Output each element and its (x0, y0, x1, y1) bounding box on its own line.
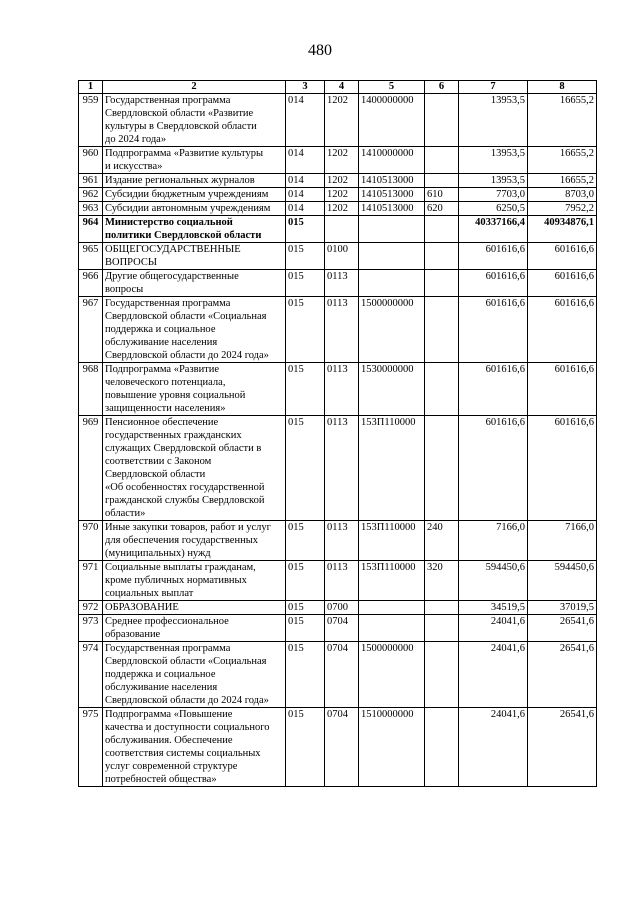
amount-year-1: 7166,0 (459, 521, 528, 561)
row-number: 965 (79, 243, 103, 270)
table-row (79, 202, 597, 216)
table-row (79, 363, 597, 416)
table-row (79, 174, 597, 188)
target-code: 1410513000 (359, 188, 425, 202)
row-name-line: поддержка и социальное (105, 669, 216, 680)
row-name-line: социальных выплат (105, 588, 194, 599)
row-name (103, 297, 286, 363)
amount-year-1: 601616,6 (459, 243, 528, 270)
row-name-line: Свердловской области до 2024 года» (105, 350, 269, 361)
amount-year-1: 13953,5 (459, 147, 528, 174)
admin-code: 014 (286, 94, 325, 147)
amount-year-2: 8703,0 (528, 188, 597, 202)
section-code: 1202 (325, 94, 359, 147)
column-header: 2 (103, 81, 286, 94)
expense-type-code (425, 708, 459, 787)
row-name (103, 243, 286, 270)
amount-year-1: 594450,6 (459, 561, 528, 601)
row-name-line: Другие общегосударственные (105, 271, 239, 282)
amount-year-1: 601616,6 (459, 297, 528, 363)
target-code (359, 216, 425, 243)
expense-type-code (425, 363, 459, 416)
amount-year-1: 13953,5 (459, 174, 528, 188)
row-name-line: ВОПРОСЫ (105, 257, 158, 268)
amount-year-2: 16655,2 (528, 147, 597, 174)
amount-year-2: 601616,6 (528, 297, 597, 363)
row-name-line: образование (105, 629, 161, 640)
row-name-line: Пенсионное обеспечение (105, 417, 219, 428)
expense-type-code: 610 (425, 188, 459, 202)
amount-year-2: 601616,6 (528, 243, 597, 270)
amount-year-2: 26541,6 (528, 708, 597, 787)
row-name-line: услуг современной структуре (105, 761, 238, 772)
expense-type-code (425, 416, 459, 521)
target-code: 1530000000 (359, 363, 425, 416)
admin-code: 014 (286, 147, 325, 174)
admin-code: 015 (286, 708, 325, 787)
amount-year-1: 601616,6 (459, 416, 528, 521)
amount-year-1: 7703,0 (459, 188, 528, 202)
table-row (79, 708, 597, 787)
section-code: 0704 (325, 615, 359, 642)
amount-year-1: 6250,5 (459, 202, 528, 216)
row-number: 975 (79, 708, 103, 787)
row-name-line: человеческого потенциала, (105, 377, 226, 388)
admin-code: 015 (286, 615, 325, 642)
expense-type-code: 320 (425, 561, 459, 601)
amount-year-1: 24041,6 (459, 615, 528, 642)
target-code: 153П110000 (359, 416, 425, 521)
expense-type-code (425, 243, 459, 270)
table-row (79, 521, 597, 561)
row-name-line: до 2024 года» (105, 134, 167, 145)
amount-year-2: 16655,2 (528, 174, 597, 188)
row-name-line: и искусства» (105, 161, 163, 172)
row-name-line: Министерство социальной (105, 217, 233, 228)
expense-type-code (425, 297, 459, 363)
column-header: 4 (325, 81, 359, 94)
expense-type-code (425, 642, 459, 708)
row-name-line: (муниципальных) нужд (105, 548, 211, 559)
row-number: 968 (79, 363, 103, 416)
admin-code: 015 (286, 243, 325, 270)
row-name (103, 94, 286, 147)
target-code: 1410513000 (359, 174, 425, 188)
target-code: 1500000000 (359, 297, 425, 363)
budget-table (78, 80, 597, 787)
column-header: 8 (528, 81, 597, 94)
row-number: 967 (79, 297, 103, 363)
row-name (103, 642, 286, 708)
row-name (103, 174, 286, 188)
admin-code: 015 (286, 297, 325, 363)
section-code: 0113 (325, 416, 359, 521)
table-row (79, 243, 597, 270)
row-name (103, 147, 286, 174)
row-number: 974 (79, 642, 103, 708)
row-name-line: Подпрограмма «Повышение (105, 709, 233, 720)
target-code: 1410513000 (359, 202, 425, 216)
target-code (359, 601, 425, 615)
amount-year-2: 601616,6 (528, 270, 597, 297)
table-row (79, 188, 597, 202)
amount-year-2: 40934876,1 (528, 216, 597, 243)
table-row (79, 94, 597, 147)
row-number: 969 (79, 416, 103, 521)
target-code (359, 243, 425, 270)
amount-year-2: 26541,6 (528, 615, 597, 642)
column-header: 1 (79, 81, 103, 94)
row-name-line: соответствии с Законом (105, 456, 212, 467)
row-name-line: Свердловской области (105, 469, 206, 480)
section-code: 0113 (325, 561, 359, 601)
row-number: 971 (79, 561, 103, 601)
expense-type-code (425, 147, 459, 174)
table-row (79, 601, 597, 615)
admin-code: 015 (286, 416, 325, 521)
row-name-line: Среднее профессиональное (105, 616, 229, 627)
row-name-line: Свердловской области «Социальная (105, 656, 267, 667)
amount-year-1: 40337166,4 (459, 216, 528, 243)
section-code: 0113 (325, 363, 359, 416)
amount-year-1: 24041,6 (459, 708, 528, 787)
row-name-line: Государственная программа (105, 298, 231, 309)
row-name-line: потребностей общества» (105, 774, 217, 785)
admin-code: 015 (286, 642, 325, 708)
column-header: 6 (425, 81, 459, 94)
row-name-line: Субсидии автономным учреждениям (105, 203, 271, 214)
row-name (103, 216, 286, 243)
row-name-line: Подпрограмма «Развитие (105, 364, 220, 375)
section-code: 1202 (325, 202, 359, 216)
row-name-line: Субсидии бюджетным учреждениям (105, 189, 269, 200)
target-code: 153П110000 (359, 521, 425, 561)
row-name-line: политики Свердловской области (105, 230, 262, 241)
table-row (79, 297, 597, 363)
row-name (103, 188, 286, 202)
row-number: 963 (79, 202, 103, 216)
section-code: 0704 (325, 642, 359, 708)
expense-type-code (425, 615, 459, 642)
row-name-line: Государственная программа (105, 95, 231, 106)
section-code: 0704 (325, 708, 359, 787)
amount-year-1: 13953,5 (459, 94, 528, 147)
table-body (79, 94, 597, 787)
table-row (79, 642, 597, 708)
section-code: 1202 (325, 147, 359, 174)
row-name-line: ОБРАЗОВАНИЕ (105, 602, 179, 613)
section-code: 0113 (325, 270, 359, 297)
expense-type-code (425, 174, 459, 188)
admin-code: 014 (286, 174, 325, 188)
row-name-line: культуры в Свердловской области (105, 121, 257, 132)
row-name-line: защищенности населения» (105, 403, 226, 414)
row-name-line: обслуживания. Обеспечение (105, 735, 233, 746)
section-code: 0113 (325, 521, 359, 561)
expense-type-code (425, 216, 459, 243)
row-name (103, 270, 286, 297)
row-name-line: обслуживание населения (105, 337, 218, 348)
column-header: 5 (359, 81, 425, 94)
row-name-line: Государственная программа (105, 643, 231, 654)
table-row (79, 615, 597, 642)
row-name-line: государственных гражданских (105, 430, 242, 441)
table-row (79, 216, 597, 243)
table-header-row (79, 81, 597, 94)
row-name-line: повышение уровня социальной (105, 390, 246, 401)
row-name-line: вопросы (105, 284, 144, 295)
target-code (359, 270, 425, 297)
section-code: 0113 (325, 297, 359, 363)
expense-type-code: 620 (425, 202, 459, 216)
row-number: 964 (79, 216, 103, 243)
amount-year-2: 7166,0 (528, 521, 597, 561)
amount-year-1: 34519,5 (459, 601, 528, 615)
section-code: 0700 (325, 601, 359, 615)
row-name-line: служащих Свердловской области в (105, 443, 262, 454)
table-row (79, 561, 597, 601)
row-number: 960 (79, 147, 103, 174)
row-name-line: для обеспечения государственных (105, 535, 258, 546)
section-code: 1202 (325, 188, 359, 202)
row-name-line: качества и доступности социального (105, 722, 270, 733)
row-name-line: Издание региональных журналов (105, 175, 255, 186)
amount-year-1: 24041,6 (459, 642, 528, 708)
target-code: 153П110000 (359, 561, 425, 601)
row-name (103, 202, 286, 216)
row-name (103, 363, 286, 416)
row-name-line: Подпрограмма «Развитие культуры (105, 148, 264, 159)
page-number: 480 (308, 42, 332, 59)
row-number: 961 (79, 174, 103, 188)
row-name-line: Свердловской области «Социальная (105, 311, 267, 322)
admin-code: 015 (286, 601, 325, 615)
target-code: 1510000000 (359, 708, 425, 787)
row-name-line: Свердловской области «Развитие (105, 108, 254, 119)
amount-year-2: 26541,6 (528, 642, 597, 708)
row-name-line: кроме публичных нормативных (105, 575, 247, 586)
row-name-line: «Об особенностях государственной (105, 482, 265, 493)
row-name-line: Свердловской области до 2024 года» (105, 695, 269, 706)
amount-year-2: 16655,2 (528, 94, 597, 147)
amount-year-2: 601616,6 (528, 363, 597, 416)
row-name-line: ОБЩЕГОСУДАРСТВЕННЫЕ (105, 244, 241, 255)
column-header: 3 (286, 81, 325, 94)
row-name-line: Социальные выплаты гражданам, (105, 562, 256, 573)
row-name-line: обслуживание населения (105, 682, 218, 693)
admin-code: 015 (286, 270, 325, 297)
row-number: 970 (79, 521, 103, 561)
row-name (103, 615, 286, 642)
table-row (79, 270, 597, 297)
amount-year-2: 37019,5 (528, 601, 597, 615)
row-number: 966 (79, 270, 103, 297)
row-name (103, 416, 286, 521)
row-name-line: соответствия системы социальных (105, 748, 261, 759)
row-number: 959 (79, 94, 103, 147)
column-header: 7 (459, 81, 528, 94)
row-name (103, 561, 286, 601)
row-number: 972 (79, 601, 103, 615)
amount-year-1: 601616,6 (459, 270, 528, 297)
amount-year-2: 601616,6 (528, 416, 597, 521)
admin-code: 015 (286, 521, 325, 561)
row-name (103, 521, 286, 561)
row-name-line: поддержка и социальное (105, 324, 216, 335)
row-name (103, 708, 286, 787)
admin-code: 015 (286, 216, 325, 243)
row-number: 962 (79, 188, 103, 202)
row-name-line: гражданской службы Свердловской (105, 495, 265, 506)
admin-code: 014 (286, 188, 325, 202)
expense-type-code (425, 94, 459, 147)
admin-code: 015 (286, 561, 325, 601)
amount-year-1: 601616,6 (459, 363, 528, 416)
table-row (79, 147, 597, 174)
section-code: 0100 (325, 243, 359, 270)
row-name-line: области» (105, 508, 146, 519)
admin-code: 015 (286, 363, 325, 416)
admin-code: 014 (286, 202, 325, 216)
amount-year-2: 7952,2 (528, 202, 597, 216)
target-code (359, 615, 425, 642)
table-row (79, 416, 597, 521)
target-code: 1410000000 (359, 147, 425, 174)
section-code (325, 216, 359, 243)
expense-type-code: 240 (425, 521, 459, 561)
row-number: 973 (79, 615, 103, 642)
target-code: 1400000000 (359, 94, 425, 147)
section-code: 1202 (325, 174, 359, 188)
amount-year-2: 594450,6 (528, 561, 597, 601)
expense-type-code (425, 270, 459, 297)
row-name-line: Иные закупки товаров, работ и услуг (105, 522, 271, 533)
row-name (103, 601, 286, 615)
target-code: 1500000000 (359, 642, 425, 708)
expense-type-code (425, 601, 459, 615)
